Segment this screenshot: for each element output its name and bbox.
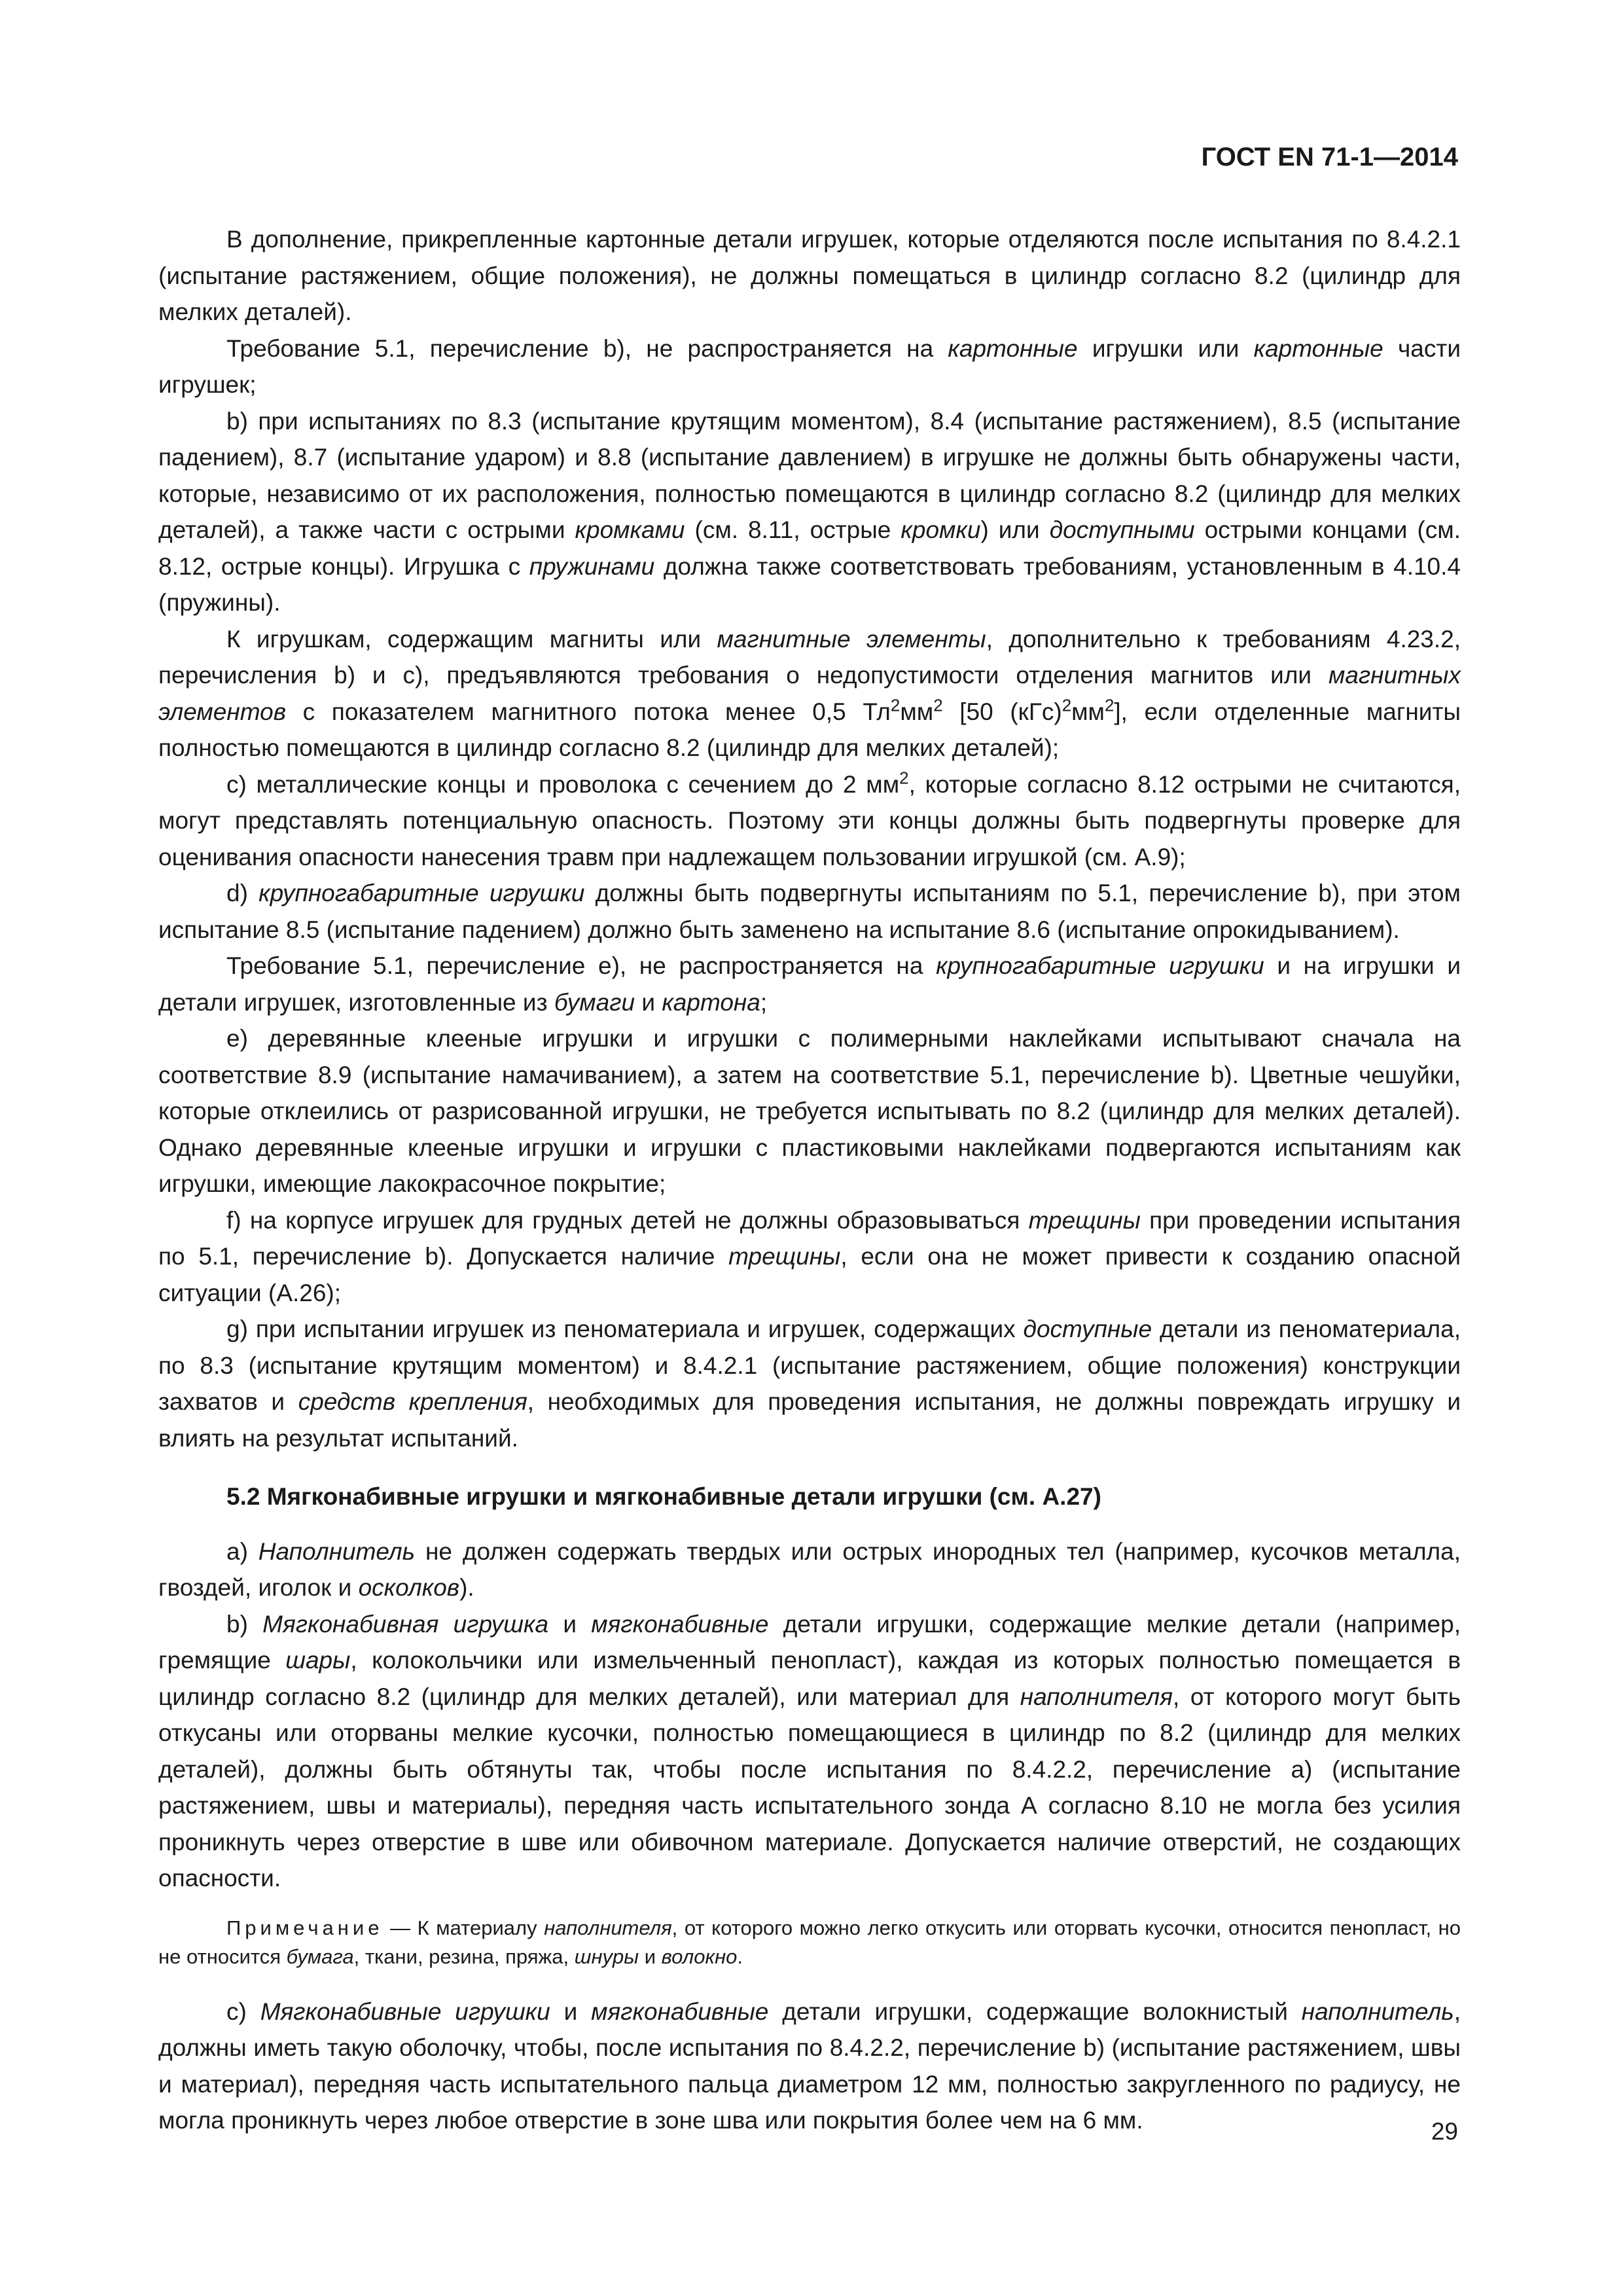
paragraph-9: f) на корпусе игрушек для грудных детей не должны образовываться трещины при проведении испытания по 5.1, перечисление b). Допускается наличие трещины, если она не может привести к созданию опасной ситуации (А.26); xyxy=(158,1206,1461,1306)
section-paragraph-c: с) Мягконабивные игрушки и мягконабивные детали игрушки, содержащие волокнистый наполнитель, должны иметь такую оболочку, чтобы, после испытания по 8.4.2.2, перечисление b) (испытание растяжением, швы и материал), передняя часть испытательного пальца диаметром 12 мм, полностью закругленного по радиусу, не могла проникнуть через любое отверстие в зоне шва или покрытия более чем на 6 мм. xyxy=(158,1998,1461,2134)
note xyxy=(158,1914,1461,1971)
section-heading: 5.2 Мягконабивные игрушки и мягконабивные детали игрушки (см. А.27) xyxy=(226,1483,1101,1510)
paragraph-3: b) при испытаниях по 8.3 (испытание крутящим моментом), 8.4 (испытание растяжением), 8.5 (испытание падением), 8.7 (испытание ударом) и 8.8 (испытание давлением) в игрушке не должны быть обнаружены части, которые, независимо от их расположения, полностью помещаются в цилиндр согласно 8.2 (цилиндр для мелких деталей), а также части с острыми кромками (см. 8.11, острые кромки) или доступными острыми концами (см. 8.12, острые концы). Игрушка с пружинами должна также соответствовать требованиям, установленным в 4.10.4 (пружины). xyxy=(158,407,1461,616)
paragraph-8: е) деревянные клееные игрушки и игрушки с полимерными наклейками испытывают сначала на соответствие 8.9 (испытание намачиванием), а затем на соответствие 5.1, перечисление b). Цветные чешуйки, которые отклеились от разрисованной игрушки, не требуется испытывать по 8.2 (цилиндр для мелких деталей). Однако деревянные клееные игрушки и игрушки с пластиковыми наклейками подвергаются испытаниям как игрушки, имеющие лакокрасочное покрытие; xyxy=(158,1025,1461,1197)
section-paragraph-b: b) Мягконабивная игрушка и мягконабивные детали игрушки, содержащие мелкие детали (например, гремящие шары, колокольчики или измельченный пенопласт), каждая из которых полностью помещается в цилиндр согласно 8.2 (цилиндр для мелких деталей), или материал для наполнителя, от которого могут быть откусаны или оторваны мелкие кусочки, полностью помещающиеся в цилиндр по 8.2 (цилиндр для мелких деталей), должны быть обтянуты так, чтобы после испытания по 8.4.2.2, перечисление а) (испытание растяжением, швы и материалы), передняя часть испытательного зонда А согласно 8.10 не могла без усилия проникнуть через отверстие в шве или обивочном материале. Допускается наличие отверстий, не создающих опасности. xyxy=(158,1610,1461,1892)
paragraph-10: g) при испытании игрушек из пеноматериала и игрушек, содержащих доступные детали из пеноматериала, по 8.3 (испытание крутящим моментом) и 8.4.2.1 (испытание растяжением, общие положения) конструкции захватов и средств крепления, необходимых для проведения испытания, не должны повреждать игрушку и влиять на результат испытаний. xyxy=(158,1316,1461,1452)
note-label: Примечание xyxy=(226,1916,383,1939)
paragraph-1: В дополнение, прикрепленные картонные детали игрушек, которые отделяются после испытания по 8.4.2.1 (испытание растяжением, общие положения), не должны помещаться в цилиндр согласно 8.2 (цилиндр для мелких деталей). xyxy=(158,226,1461,325)
paragraph-2: Требование 5.1, перечисление b), не распространяется на картонные игрушки или картонные части игрушек; xyxy=(158,334,1461,398)
document-header: ГОСТ EN 71-1—2014 xyxy=(1201,143,1458,171)
paragraph-7: Требование 5.1, перечисление е), не распространяется на крупногабаритные игрушки и на игрушки и детали игрушек, изготовленные из бумаги и картона; xyxy=(158,952,1461,1016)
note-text: — К материалу наполнителя, от которого можно легко откусить или оторвать кусочки, относится пенопласт, но не относится бумага, ткани, резина, пряжа, шнуры и волокно. xyxy=(158,1916,1461,1968)
document-body xyxy=(158,221,1461,2139)
paragraph-4: К игрушкам, содержащим магниты или магнитные элементы, дополнительно к требованиям 4.23.2, перечисления b) и с), предъявляются требования о недопустимости отделения магнитов или магнитных элементов с показателем магнитного потока менее 0,5 $Тл^2мм^2$ [50 $(кГс)^2мм^2$], если отделенные магниты полностью помещаются в цилиндр согласно 8.2 (цилиндр для мелких деталей); xyxy=(158,625,1461,761)
paragraph-6: d) крупногабаритные игрушки должны быть подвергнуты испытаниям по 5.1, перечисление b), при этом испытание 8.5 (испытание падением) должно быть заменено на испытание 8.6 (испытание опрокидыванием). xyxy=(158,880,1461,943)
page-number: 29 xyxy=(1431,2118,1458,2145)
paragraph-5: с) металлические концы и проволока с сечением до 2 $мм^2$, которые согласно 8.12 острыми не считаются, могут представлять потенциальную опасность. Поэтому эти концы должны быть подвергнуты проверке для оценивания опасности нанесения травм при надлежащем пользовании игрушкой (см. А.9); xyxy=(158,769,1461,870)
section-paragraph-a: а) Наполнитель не должен содержать твердых или острых инородных тел (например, кусочков металла, гвоздей, иголок и осколков). xyxy=(158,1537,1461,1601)
